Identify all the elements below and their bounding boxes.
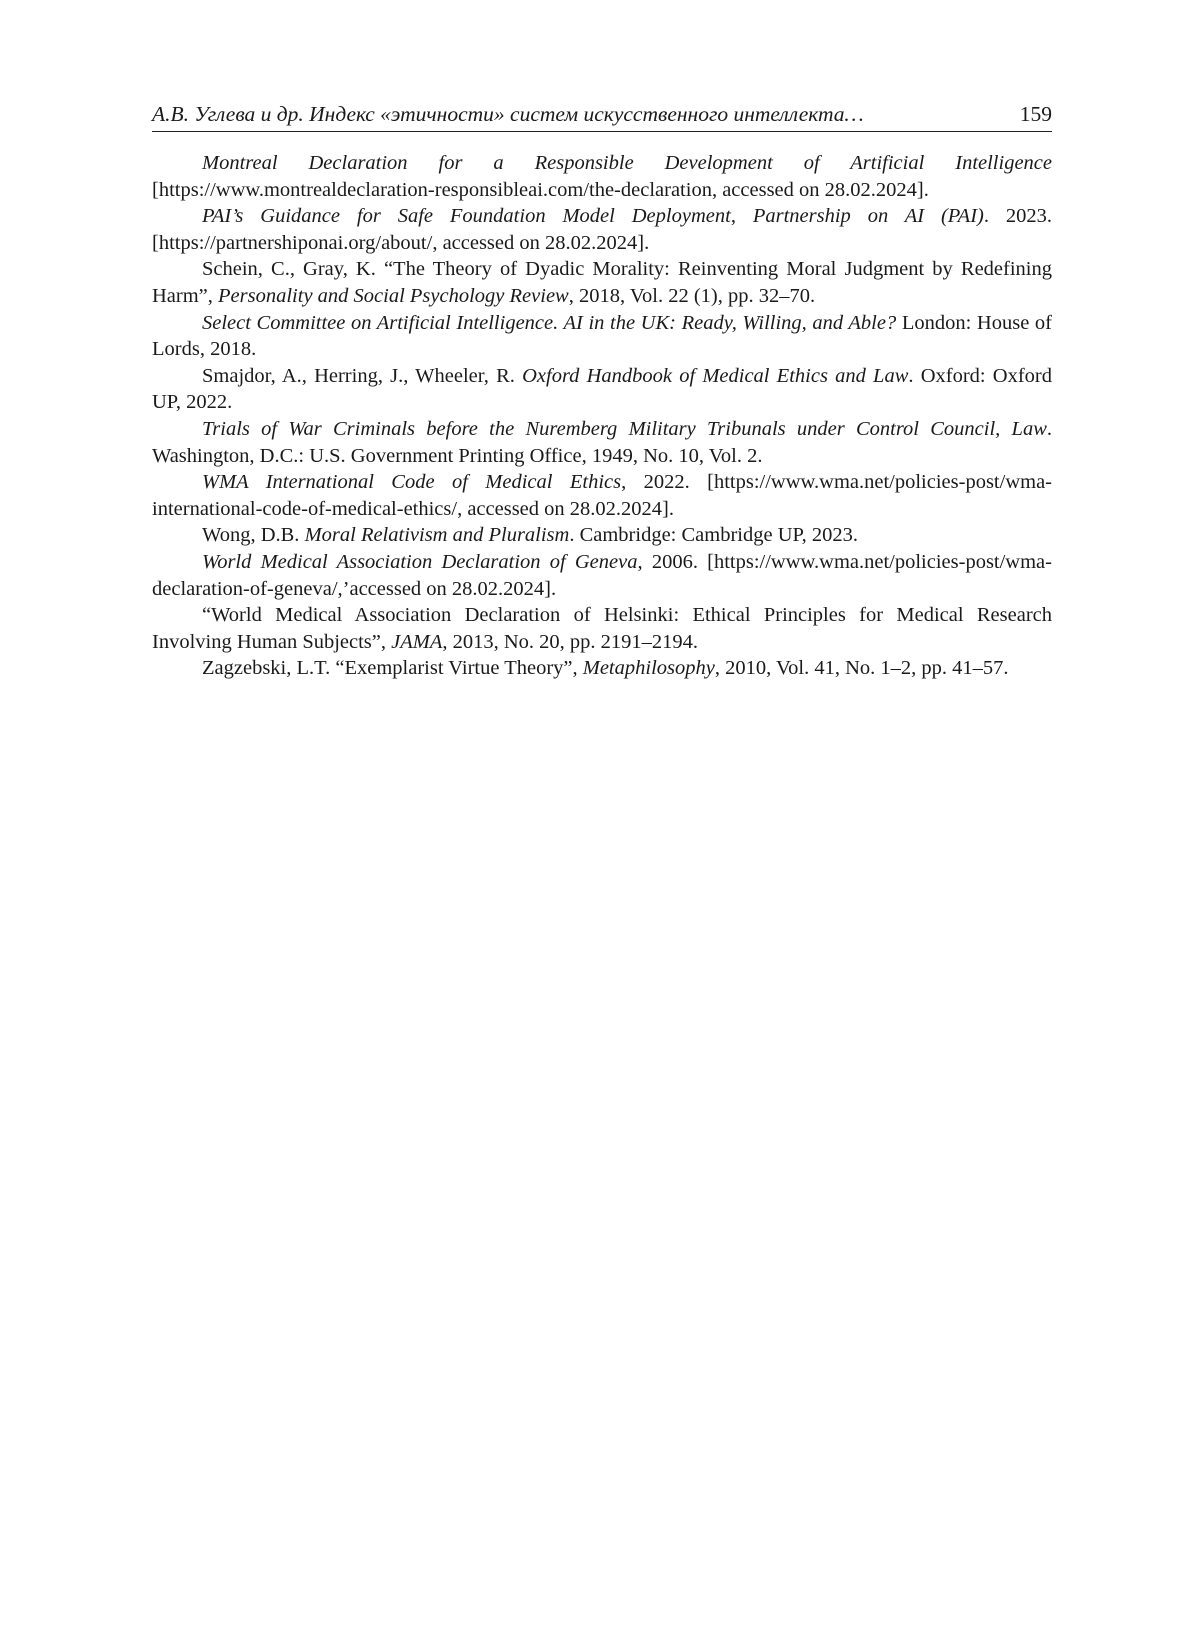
reference-title: World Medical Association Declaration of Geneva xyxy=(202,550,638,573)
page xyxy=(152,100,1052,682)
reference-title: JAMA xyxy=(391,630,443,653)
reference-title: Metaphilosophy xyxy=(582,657,715,680)
reference-title: PAI’s Guidance for Safe Foundation Model Deployment xyxy=(202,205,731,228)
reference-entry xyxy=(152,602,1052,655)
reference-text: Wong, D.B. xyxy=(202,524,305,547)
reference-text: Schein, C., Gray, K. “The Theory of Dyadic Morality: Reinventing Moral Judgment by Redefining Harm”, xyxy=(152,258,1052,307)
reference-text: . Oxford: Oxford UP, 2022. xyxy=(152,364,1052,414)
reference-title: WMA International Code of Medical Ethics xyxy=(202,471,622,494)
reference-text: . Washington, D.C.: U.S. Government Printing Office, 1949, No. 10, Vol. 2. xyxy=(152,417,1052,467)
reference-title: Montreal Declaration for a Responsible Development of Artificial Intelligence xyxy=(202,152,1052,174)
reference-text: , 2013, No. 20, pp. 2191–2194. xyxy=(442,630,699,653)
reference-title: Personality and Social Psychology Review xyxy=(218,284,569,307)
reference-title: Trials of War Criminals before the Nuremberg Military Tribunals under Control Council, Law xyxy=(202,417,1047,440)
reference-text: , 2018, Vol. 22 (1), pp. 32–70. xyxy=(568,284,816,307)
reference-entry xyxy=(152,203,1052,256)
reference-text: , 2022. [https://www.wma.net/policies-post/wma-international-code-of-medical-ethics/, accessed on 28.02.2024]. xyxy=(152,471,1052,520)
reference-entry xyxy=(152,416,1052,469)
reference-entry xyxy=(152,150,1052,203)
running-header xyxy=(152,100,1052,132)
reference-entry xyxy=(152,256,1052,309)
page-number: 159 xyxy=(1019,102,1052,126)
reference-text: , xyxy=(730,205,753,228)
reference-text: . Cambridge: Cambridge UP, 2023. xyxy=(569,524,859,547)
reference-title: Select Committee on Artificial Intelligence. AI in the UK: Ready, Willing, and Able? xyxy=(202,311,897,334)
reference-entry xyxy=(152,310,1052,363)
reference-text: Zagzebski, L.T. “Exemplarist Virtue Theory”, xyxy=(202,657,583,680)
reference-text: . 2023. [https://partnershiponai.org/about/, accessed on 28.02.2024]. xyxy=(152,205,1053,254)
reference-text: [https://www.montrealdeclaration-responsibleai.com/the-declaration, accessed on 28.02.2024]. xyxy=(152,178,929,201)
reference-title: Partnership on AI (PAI) xyxy=(752,205,984,228)
reference-entry xyxy=(152,549,1052,602)
reference-entry xyxy=(152,655,1052,682)
reference-entry xyxy=(152,469,1052,522)
reference-text: “World Medical Association Declaration of Helsinki: Ethical Principles for Medical Research Involving Human Subjects”, xyxy=(152,604,1052,653)
reference-title: Moral Relativism and Pluralism xyxy=(304,524,570,547)
reference-text: , 2010, Vol. 41, No. 1–2, pp. 41–57. xyxy=(714,657,1009,680)
reference-text: London: House of Lords, 2018. xyxy=(152,311,1052,361)
reference-text: , 2006. [https://www.wma.net/policies-post/wma-declaration-of-geneva/,’accessed on 28.02.2024]. xyxy=(152,550,1052,600)
reference-text: Smajdor, A., Herring, J., Wheeler, R. xyxy=(202,364,523,387)
reference-title: Oxford Handbook of Medical Ethics and Law xyxy=(522,364,909,387)
reference-entry xyxy=(152,522,1052,549)
reference-list xyxy=(152,150,1052,682)
running-header-title: А.В. Углева и др. Индекс «этичности» систем искусственного интеллекта… xyxy=(152,102,864,126)
reference-entry xyxy=(152,363,1052,416)
